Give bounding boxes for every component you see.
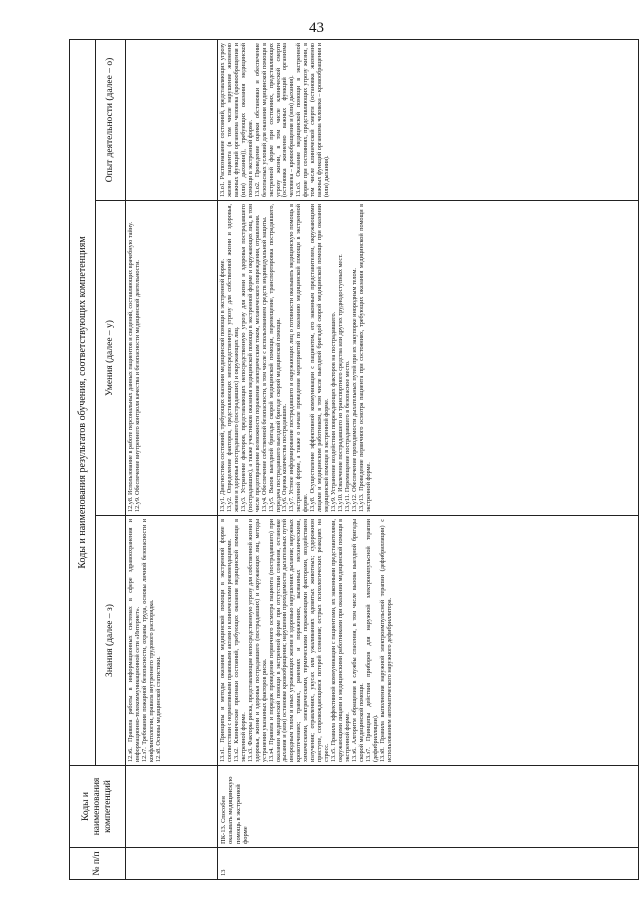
header-skills: Умения (далее – у) xyxy=(96,201,126,516)
header-results-group: Коды и наименования результатов обучения, соответствующих компетенциям xyxy=(70,40,96,766)
competence-table xyxy=(69,39,639,880)
rotated-page-content xyxy=(69,40,639,880)
header-num: № п/п xyxy=(70,848,126,880)
table-row-13 xyxy=(218,40,639,880)
skills-cell: 13.у1. Диагностика состояний, требующих оказания медицинской помощи в экстренной форме. 13.у2. Определение факторов, представляющих непосредственную угрозу для собственной жизни и здоровья, жизни и здоровья пострадавшего (пострадавших) и окружающих лиц. 13.у3. Устранение факторов, представляющих непосредственную угрозу для жизни и здоровья пострадавшего (пострадавших), а также участников оказания медицинской помощи в экстренной форме и окружающих лиц, в том числе предотвращение возможности поражения электрическим током, механического повреждения, отравления. 13.у4. Обеспечение собственной безопасности, в том числе с использованием средств индивидуальной защиты. 13.у5. Вызов выездной бригады скорой медицинской помощи, перемещение, транспортировка пострадавшего, передача пострадавшего выездной бригаде скорой медицинской помощи. 13.у6. Оценка количества пострадавших. 13.у7. Устное информирование пострадавшего и окружающих лиц о готовности оказывать медицинскую помощь в экстренной форме, а также о начале проведения мероприятий по оказанию медицинской помощи в экстренной форме. 13.у8. Осуществление эффективной коммуникации с пациентом, его законным представителем, окружающими лицами и медицинским работником, в том числе выездной бригадой скорой медицинской помощи при оказании медицинской помощи в экстренной форме. 13.у9. Устранение воздействия повреждающих факторов на пострадавшего. 13.у10. Извлечение пострадавшего из транспортного средства или других труднодоступных мест. 13.у11. Перемещение пострадавшего в безопасное место. 13.у12. Обеспечение проходимости дыхательных путей при их закупорке инородным телом. 13.у13. Проведение первичного осмотра пациента при состояниях, требующих оказания медицинской помощи в экстренной форме. xyxy=(218,201,639,516)
header-knowledge: Знания (далее – з) xyxy=(96,516,126,766)
page-number: 43 xyxy=(309,20,324,36)
competence-code: ПК-13. Способен оказывать медицинскую помощь в экстренной форме xyxy=(218,766,639,848)
header-code: Коды и наименования компетенций xyxy=(70,766,126,848)
cont-knowledge-cell: 12.з6. Правила работы в информационных системах в сфере здравоохранения и информационно-телекоммуникационной сети «Интернет». 12.з7. Требования пожарной безопасности, охраны труда, основы личной безопасности и конфликтологии, правила внутреннего трудового распорядка. 12.з8. Основы медицинской статистики. xyxy=(126,516,218,766)
table-row-continuation xyxy=(126,40,218,880)
row-number: 13 xyxy=(218,848,639,880)
knowledge-cell: 13.з1. Принципы и методы оказания медицинской помощи в экстренной форме в соответствии с нормативными правовыми актами и клиническими рекомендациями. 13.з2. Клинические признаки состояний, требующих оказания медицинской помощи в экстренной форме. 13.з3. Факторы риска, представляющие непосредственную угрозу для собственной жизни и здоровья, жизни и здоровья пострадавшего (пострадавших) и окружающих лиц, методы устранения указанных факторов риска. 13.з4. Правила и порядок проведения первичного осмотра пациента (пострадавшего) при оказании медицинской помощи в экстренной форме при отсутствии сознания, остановке дыхания и (или) остановке кровообращения; нарушении проходимости дыхательных путей инородным телом и иных угрожающих жизни и здоровью нарушениях дыхания; наружных кровотечениях; травмах, ранениях и поражениях, вызванных механическими, химическими, электрическими, термическими поражающими факторами, воздействием излучения; отравлениях, укусах или ужаливаниях ядовитых животных; судорожном приступе, сопровождающимся потерей сознания; острых психологических реакциях на стресс. 13.з5. Правила эффективной коммуникации с пациентами, их законными представителями, окружающими лицами и медицинскими работниками при оказании медицинской помощи в экстренной форме. 13.з6. Алгоритм обращения в службы спасения, в том числе вызова выездной бригады скорой медицинской помощи. 13.з7. Принципы действия приборов для наружной электроимпульсной терапии (дефибрилляции). 13.з8. Правила выполнения наружной электроимпульсной терапии (дефибрилляции) с использованием автоматического наружного дефибриллятора. xyxy=(218,516,639,766)
header-experience: Опыт деятельности (далее – о) xyxy=(96,40,126,201)
cont-skills-cell: 12.у8. Использование в работе персональных данных пациентов и сведений, составляющих врачебную тайну. 12.у9. Обеспечение внутреннего контроля качества и безопасности медицинской деятельности. xyxy=(126,201,218,516)
experience-cell: 13.о1. Распознавание состояний, представляющих угрозу жизни пациента (в том числе нарушение жизненно важных функций организма человека (кровообращения и (или) дыхания)), требующих оказания медицинской помощи в экстренной форме. 13.о2. Проведение оценки обстановки и обеспечение безопасных условий для оказания медицинской помощи в экстренной форме при состояниях, представляющих угрозу жизни, в том числе клинической смерти (остановка жизненно важных функций организма человека – кровообращения и (или) дыхания). 13.о3. Оказание медицинской помощи в экстренной форме при состояниях, представляющих угрозу жизни, в том числе клинической смерти (остановка жизненно важных функций организма человека – кровообращения и (или) дыхания). xyxy=(218,40,639,201)
